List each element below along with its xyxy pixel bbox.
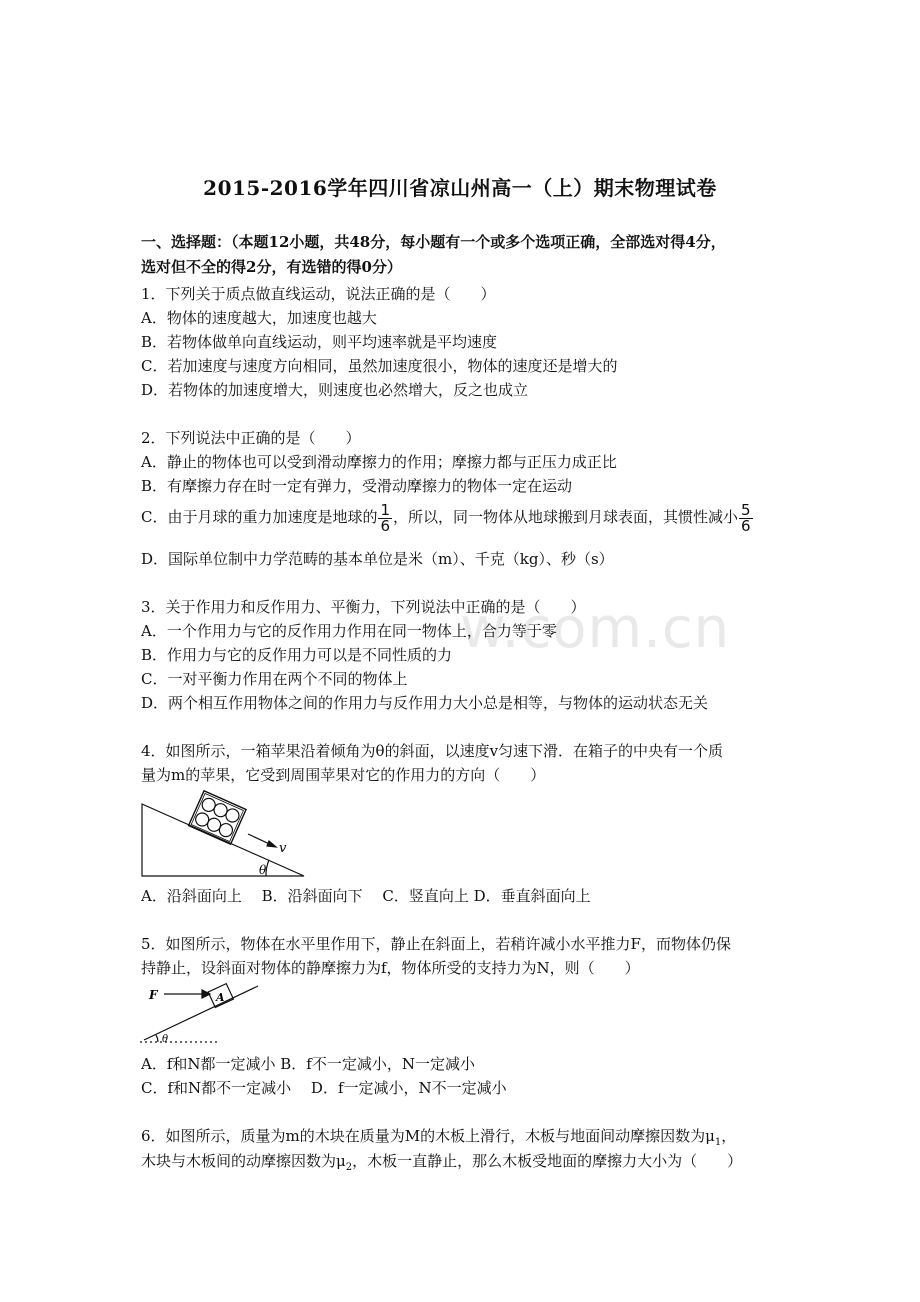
apple-box [189,791,246,844]
q4-stem-line-2: 量为m的苹果，它受到周围苹果对它的作用力的方向（ ） [141,766,546,784]
section-heading-line-2: 选对但不全的得2分，有选错的得0分） [141,258,402,276]
q1-option-d: D．若物体的加速度增大，则速度也必然增大，反之也成立 [141,381,529,399]
watermark: w.com.cn [460,596,731,661]
q2-option-c [141,500,754,534]
force-label: F [149,988,158,1002]
incline-triangle [142,804,304,876]
fraction-one-sixth [378,500,392,535]
q3-option-a: A．一个作用力与它的反作用力作用在同一物体上，合力等于零 [141,622,557,640]
q4-incline-figure [138,790,308,882]
q1-option-a: A．物体的速度越大，加速度也越大 [141,309,377,327]
section-heading [141,230,801,280]
q4-options: A．沿斜面向上 B．沿斜面向下 C．竖直向上 D．垂直斜面向上 [141,887,591,905]
fraction-numerator: 1 [380,500,391,519]
q6-stem-line-2-end: ，木板一直静止，那么木板受地面的摩擦力大小为（ ） [352,1152,743,1170]
q3-stem: 3．关于作用力和反作用力、平衡力，下列说法中正确的是（ ） [141,598,586,616]
q6-stem-line-1-end: ， [721,1127,737,1145]
q1-option-b: B．若物体做单向直线运动，则平均速率就是平均速度 [141,333,498,351]
q6-stem-line-2 [141,1150,742,1179]
q2-stem: 2．下列说法中正确的是（ ） [141,429,361,447]
section-heading-line-1: 一、选择题：（本题12小题，共48分，每小题有一个或多个选项正确，全部选对得4分， [141,233,726,251]
velocity-label: v [279,841,287,856]
velocity-arrowhead [267,841,276,847]
theta-arc [156,1035,158,1042]
q5-options-line-2: C．f和N都不一定减小 D．f一定减小，N不一定减小 [141,1079,507,1097]
q5-stem-line-1: 5．如图所示，物体在水平里作用下，静止在斜面上，若稍许减小水平推力F，而物体仍保 [141,935,731,953]
block-label: A [216,991,225,1004]
q4-stem-line-1: 4．如图所示，一箱苹果沿着倾角为θ的斜面，以速度v匀速下滑．在箱子的中央有一个质 [141,742,724,760]
q5-options-line-1: A．f和N都一定减小 B．f不一定减小，N一定减小 [141,1055,475,1073]
exam-title: 2015-2016学年四川省凉山州高一（上）期末物理试卷 [203,176,717,200]
q2-option-a: A．静止的物体也可以受到滑动摩擦力的作用；摩擦力都与正压力成正比 [141,453,617,471]
q5-stem-line-2: 持静止，设斜面对物体的静摩擦力为f，物体所受的支持力为N，则（ ） [141,959,640,977]
q2-option-c-text-2: ，所以，同一物体从地球搬到月球表面，其惯性减小 [393,508,739,526]
q2-option-c-text-1: C．由于月球的重力加速度是地球的 [141,508,378,526]
q2-option-d: D．国际单位制中力学范畴的基本单位是米（m）、千克（kg）、秒（s） [141,550,614,568]
theta-arc [266,860,269,876]
theta-label: θ [162,1034,169,1045]
fraction-denominator: 6 [380,516,391,535]
q2-option-b: B．有摩擦力存在时一定有弹力，受滑动摩擦力的物体一定在运动 [141,477,573,495]
q6-stem-line-1-text: 6．如图所示，质量为m的木块在质量为M的木板上滑行，木板与地面间动摩擦因数为μ [141,1127,715,1145]
q1-stem: 1．下列关于质点做直线运动，说法正确的是（ ） [141,285,496,303]
mu-subscript-2: 2 [345,1162,353,1173]
q3-option-b: B．作用力与它的反作用力可以是不同性质的力 [141,646,453,664]
fraction-denominator: 6 [741,516,751,535]
mu-subscript-1: 1 [714,1137,722,1148]
q3-option-d: D．两个相互作用物体之间的作用力与反作用力大小总是相等，与物体的运动状态无关 [141,694,709,712]
fraction-five-sixths [739,500,753,535]
theta-label: θ [259,863,267,877]
fraction-numerator: 5 [741,500,751,519]
q6-stem-line-2-text: 木块与木板间的动摩擦因数为μ [141,1152,346,1170]
q1-option-c: C．若加速度与速度方向相同，虽然加速度很小，物体的速度还是增大的 [141,357,618,375]
q3-option-c: C．一对平衡力作用在两个不同的物体上 [141,670,408,688]
q5-incline-figure [140,982,265,1048]
